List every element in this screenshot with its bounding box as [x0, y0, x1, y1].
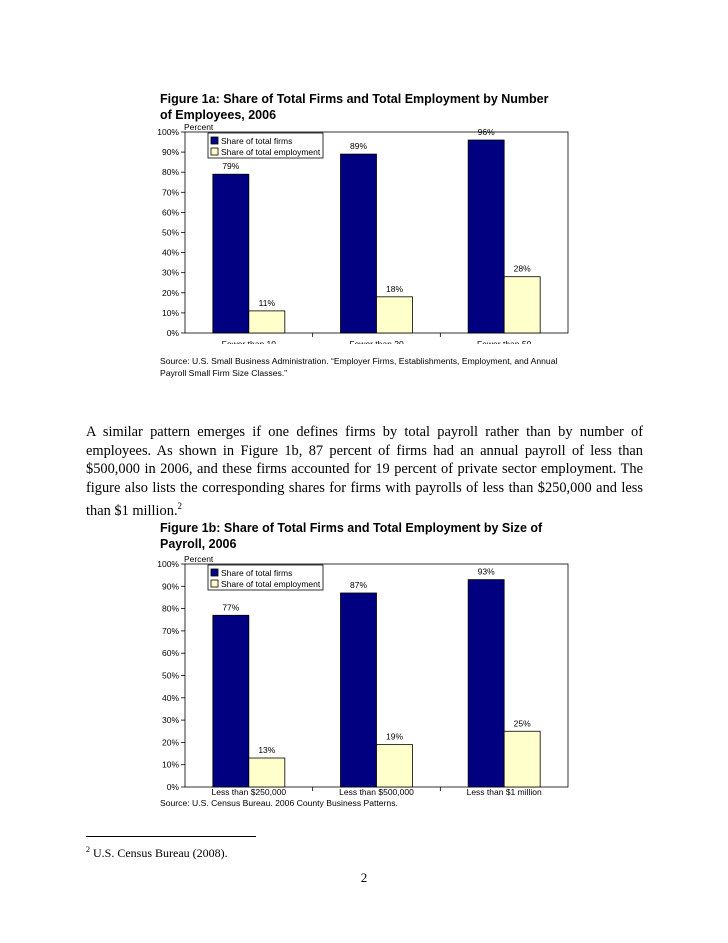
- legend-swatch: [211, 148, 218, 155]
- data-label: 77%: [222, 602, 240, 613]
- figure-1b-source: Source: U.S. Census Bureau. 2006 County Business Patterns.: [160, 798, 398, 808]
- data-label: 25%: [513, 718, 531, 729]
- figure-1a-source: Source: U.S. Small Business Administration. “Employer Firms, Establishments, Employment, and Annual Payroll Small Firm Size Classes.”: [160, 356, 558, 378]
- data-label: 96%: [477, 127, 495, 138]
- y-tick-label: 10%: [161, 307, 179, 318]
- y-tick-label: 0%: [166, 328, 179, 338]
- x-tick-label: Fewer than 20: [349, 339, 404, 344]
- y-tick-label: 60%: [161, 648, 179, 659]
- y-tick-label: 90%: [161, 147, 179, 158]
- y-tick-label: 60%: [161, 207, 179, 218]
- y-tick-label: 50%: [161, 227, 179, 238]
- data-label: 18%: [385, 283, 404, 294]
- bar-share-of-total-employment: [377, 297, 413, 333]
- figure-1b-title: Figure 1b: Share of Total Firms and Total Employment by Size of Payroll, 2006: [160, 521, 543, 551]
- bar-share-of-total-firms: [468, 140, 504, 333]
- data-label: 19%: [385, 731, 404, 742]
- data-label: 87%: [349, 579, 368, 590]
- legend-label: Share of total employment: [221, 147, 321, 157]
- x-tick-label: Fewer than 50: [476, 339, 532, 344]
- y-tick-label: 30%: [161, 715, 179, 726]
- y-tick-label: 40%: [161, 247, 179, 258]
- figure-1b-svg: [150, 554, 580, 798]
- body-paragraph-text: A similar pattern emerges if one defines firms by total payroll rather than by number of employees. As shown in Figure 1b, 87 percent of firms had an annual payroll of less than $500,000 in 2006, and these firms accounted for 19 percent of private sector employment. The figure also lists the corresponding shares for firms with payrolls of less than $250,000 and less than $1 million.: [86, 424, 643, 520]
- footnote-divider: [86, 836, 256, 837]
- data-label: 13%: [258, 745, 276, 756]
- y-tick-label: 80%: [161, 167, 179, 178]
- y-tick-label: 70%: [161, 187, 179, 198]
- legend-label: Share of total firms: [221, 568, 293, 578]
- bar-share-of-total-employment: [249, 758, 285, 787]
- bar-share-of-total-employment: [377, 745, 413, 787]
- legend-swatch: [211, 137, 218, 144]
- figure-1a-svg: [150, 122, 580, 344]
- bar-share-of-total-firms: [213, 174, 249, 333]
- legend-label: Share of total employment: [221, 579, 321, 589]
- bar-share-of-total-firms: [341, 593, 377, 787]
- footnote: [86, 845, 228, 861]
- y-tick-label: 80%: [161, 603, 179, 614]
- bar-share-of-total-employment: [504, 731, 540, 787]
- y-tick-label: 10%: [161, 759, 179, 770]
- bar-share-of-total-firms: [213, 615, 249, 787]
- footnote-text: U.S. Census Bureau (2008).: [93, 846, 228, 860]
- x-tick-label: Less than $500,000: [339, 787, 414, 797]
- y-tick-label: 40%: [161, 692, 179, 703]
- footnote-reference: 2: [177, 501, 183, 512]
- legend-swatch: [211, 580, 218, 587]
- footnote-number: 2: [86, 845, 90, 854]
- y-axis-title: Percent: [184, 122, 214, 132]
- data-label: 11%: [258, 297, 276, 308]
- page-number: 2: [360, 870, 368, 885]
- y-tick-label: 90%: [161, 581, 179, 592]
- y-tick-label: 30%: [161, 267, 179, 278]
- figure-1a-chart: [150, 122, 580, 349]
- bar-share-of-total-firms: [468, 580, 504, 787]
- figure-1a-title: Figure 1a: Share of Total Firms and Total Employment by Number of Employees, 2006: [160, 92, 549, 122]
- y-tick-label: 100%: [157, 127, 179, 137]
- data-label: 28%: [513, 263, 531, 274]
- data-label: 93%: [477, 566, 495, 577]
- y-axis-title: Percent: [184, 554, 214, 564]
- y-tick-label: 100%: [157, 559, 179, 569]
- legend-label: Share of total firms: [221, 136, 293, 146]
- y-tick-label: 50%: [161, 670, 179, 681]
- y-tick-label: 0%: [166, 782, 179, 792]
- y-tick-label: 20%: [161, 287, 179, 298]
- x-tick-label: Less than $1 million: [466, 787, 542, 797]
- figure-1b-chart: [150, 554, 580, 803]
- body-paragraph: [86, 423, 643, 521]
- x-tick-label: Less than $250,000: [211, 787, 287, 797]
- bar-share-of-total-employment: [504, 277, 540, 333]
- y-tick-label: 20%: [161, 737, 179, 748]
- bar-share-of-total-employment: [249, 311, 285, 333]
- x-tick-label: Fewer than 10: [221, 339, 277, 344]
- data-label: 89%: [349, 141, 368, 152]
- data-label: 79%: [222, 161, 240, 172]
- y-tick-label: 70%: [161, 625, 179, 636]
- bar-share-of-total-firms: [341, 154, 377, 333]
- legend-swatch: [211, 569, 218, 576]
